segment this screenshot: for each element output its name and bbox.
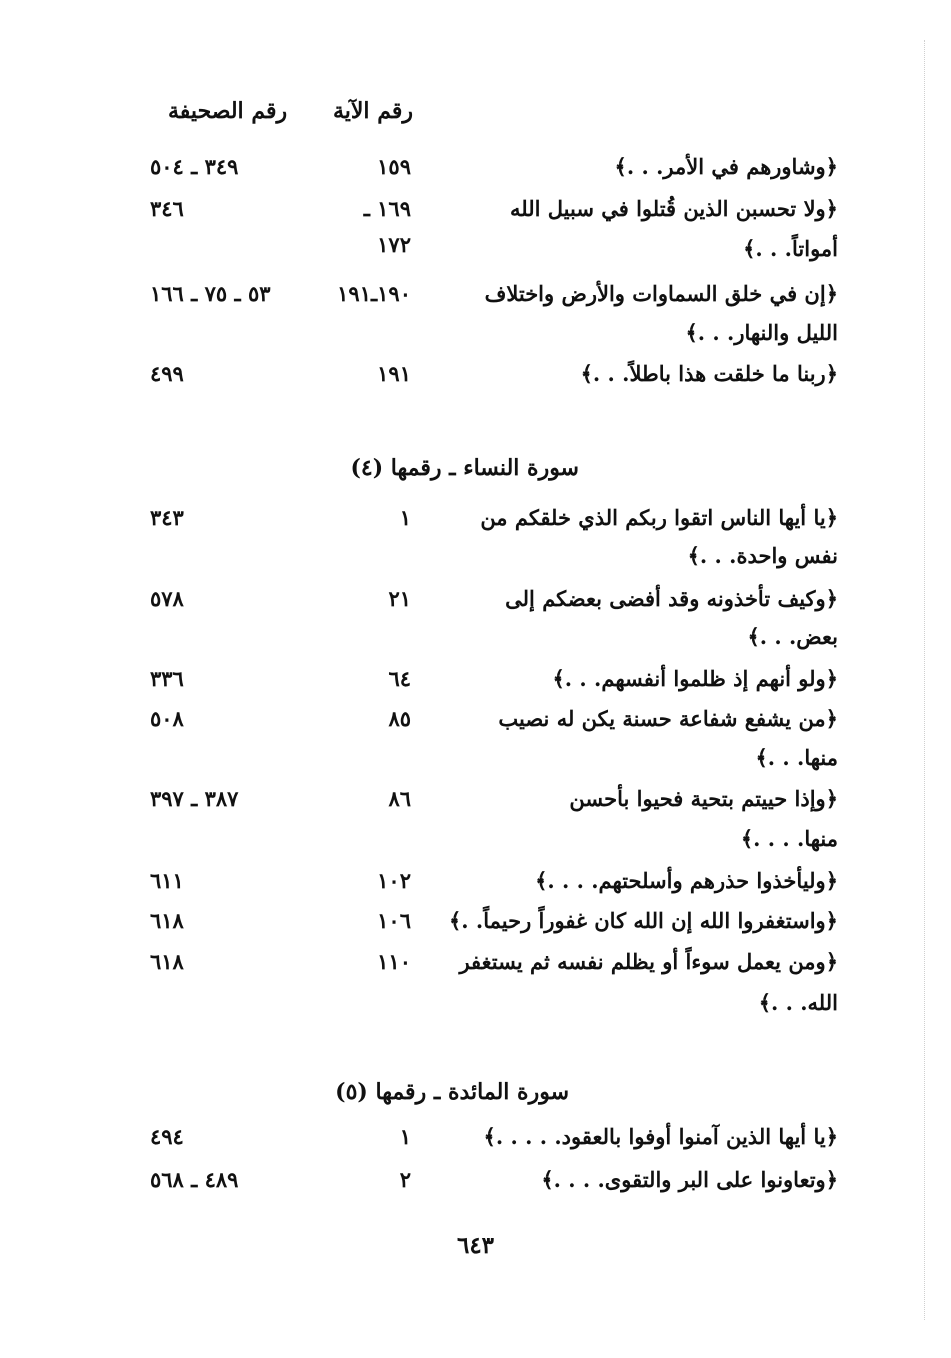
- index-verse-continuation: نفس واحدة. . .﴾: [687, 543, 838, 568]
- index-page-ref: ٣٤٦: [150, 196, 184, 221]
- index-page-ref: ٦١١: [150, 868, 184, 893]
- index-verse: ﴿وكيف تأخذونه وقد أفضى بعضكم إلى: [505, 586, 838, 611]
- index-verse-continuation: الليل والنهار. . .﴾: [685, 320, 838, 345]
- index-page-ref: ٥٣ ـ ٧٥ ـ ١٦٦: [150, 281, 271, 306]
- index-verse: ﴿يا أيها الناس اتقوا ربكم الذي خلقكم من: [480, 505, 838, 530]
- index-verse-continuation: بعض. . .﴾: [747, 624, 838, 649]
- index-verse: ﴿وإذا حييتم بتحية فحيوا بأحسن: [569, 786, 838, 811]
- index-page-ref: ٤٩٩: [150, 361, 184, 386]
- index-ayah: ٨٥: [388, 706, 411, 731]
- index-verse-continuation: أمواتاً. . .﴾: [743, 236, 838, 261]
- index-verse: ﴿ولا تحسبن الذين قُتلوا في سبيل الله: [509, 196, 838, 221]
- index-ayah: ٨٦: [388, 786, 411, 811]
- index-ayah: ٢١: [388, 586, 411, 611]
- index-verse: ﴿واستغفروا الله إن الله كان غفوراً رحيماً. .﴾: [448, 908, 838, 933]
- index-page-ref: ٤٩٤: [150, 1124, 184, 1149]
- index-page-ref: ٣٤٩ ـ ٥٠٤: [150, 154, 239, 179]
- index-ayah: ١٦٩ ـ: [363, 196, 411, 221]
- surah-heading-nisa: سورة النساء ـ رقمها (٤): [350, 455, 579, 481]
- index-ayah: ١: [399, 505, 411, 530]
- index-verse: ﴿إن في خلق السماوات والأرض واختلاف: [484, 281, 838, 306]
- index-ayah: ١٩٠ـ١٩١: [337, 281, 411, 306]
- index-page-ref: ٤٨٩ ـ ٥٦٨: [150, 1167, 239, 1192]
- index-verse: ﴿وليأخذوا حذرهم وأسلحتهم. . . .﴾: [535, 868, 838, 893]
- index-verse: ﴿يا أيها الذين آمنوا أوفوا بالعقود. . . . .﴾: [483, 1124, 838, 1149]
- index-ayah: ١٩١: [377, 361, 411, 386]
- index-page-ref: ٣٨٧ ـ ٣٩٧: [150, 786, 239, 811]
- surah-heading-maidah: سورة المائدة ـ رقمها (٥): [335, 1079, 569, 1105]
- index-ayah: ٢: [399, 1167, 411, 1192]
- index-verse: ﴿ومن يعمل سوءاً أو يظلم نفسه ثم يستغفر: [459, 949, 838, 974]
- index-verse: ﴿من يشفع شفاعة حسنة يكن له نصيب: [498, 706, 838, 731]
- index-page-ref: ٦١٨: [150, 949, 184, 974]
- index-verse-continuation: منها. . .﴾: [755, 745, 838, 770]
- index-ayah: ١٠٢: [377, 868, 411, 893]
- index-verse: ﴿وشاورهم في الأمر. . .﴾: [614, 154, 838, 179]
- index-verse-continuation: الله. . .﴾: [758, 990, 838, 1015]
- index-ayah: ٦٤: [388, 666, 411, 691]
- index-page-ref: ٣٣٦: [150, 666, 184, 691]
- index-ayah: ١: [399, 1124, 411, 1149]
- index-ayah: ١٥٩: [377, 154, 411, 179]
- index-verse-continuation: منها. . . .﴾: [740, 826, 838, 851]
- index-page-ref: ٣٤٣: [150, 505, 184, 530]
- index-verse: ﴿ربنا ما خلقت هذا باطلاً. . .﴾: [580, 361, 838, 386]
- index-verse: ﴿وتعاونوا على البر والتقوى. . . .﴾: [541, 1167, 838, 1192]
- index-ayah: ١١٠: [377, 949, 411, 974]
- index-page-ref: ٥٧٨: [150, 586, 184, 611]
- index-verse: ﴿ولو أنهم إذ ظلموا أنفسهم. . .﴾: [552, 666, 838, 691]
- index-ayah: ١٧٢: [377, 232, 411, 257]
- page-number-header: رقم الصحيفة: [168, 98, 288, 124]
- index-page-ref: ٦١٨: [150, 908, 184, 933]
- page-number: ٦٤٣: [456, 1232, 495, 1259]
- page-edge-line: [923, 40, 925, 1320]
- ayah-number-header: رقم الآية: [332, 98, 413, 124]
- index-page-ref: ٥٠٨: [150, 706, 184, 731]
- index-ayah: ١٠٦: [377, 908, 411, 933]
